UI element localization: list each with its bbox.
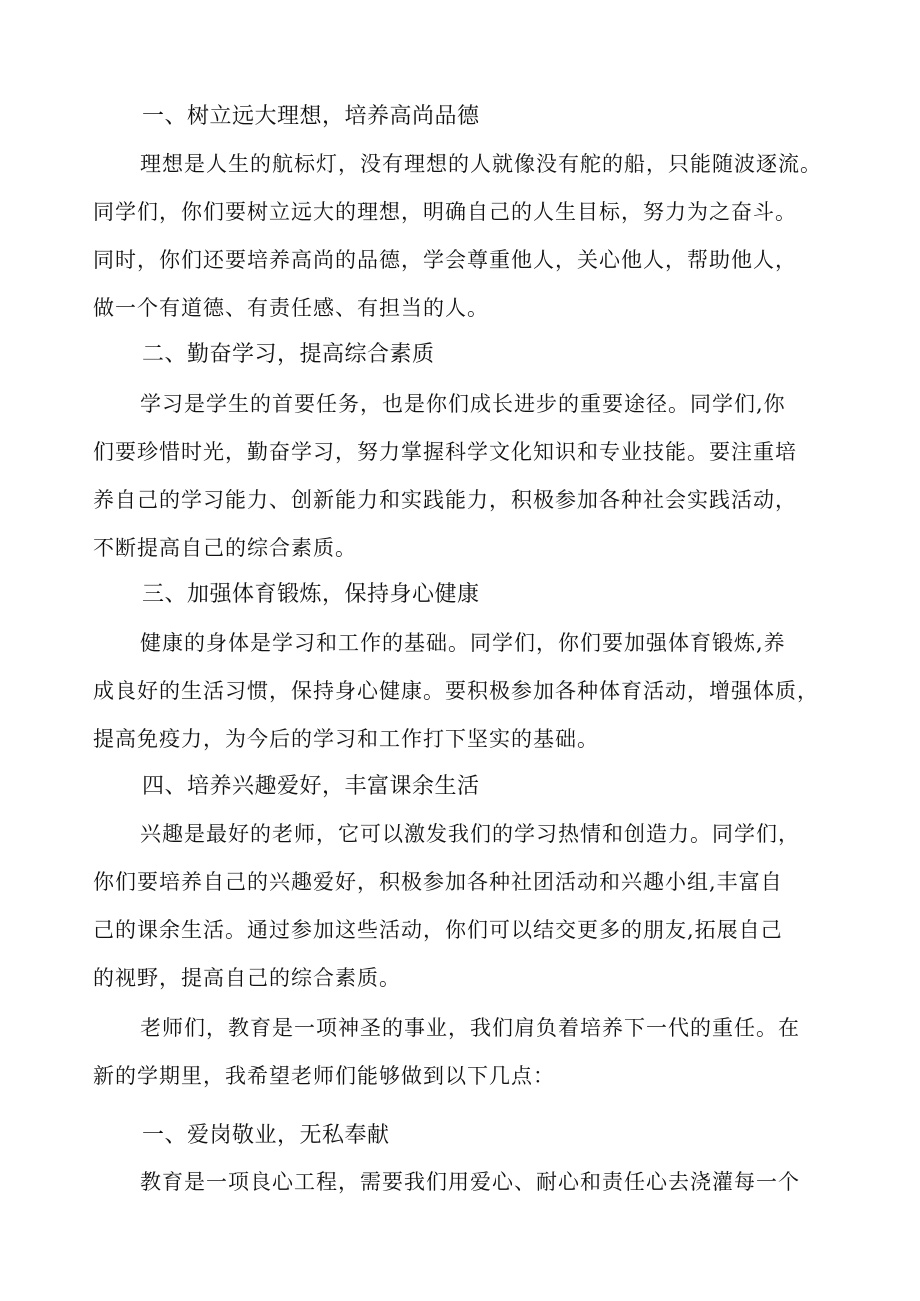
paragraph-line: 己的课余生活。通过参加这些活动，你们可以结交更多的朋友,拓展自己 — [93, 918, 783, 942]
paragraph-line: 成良好的生活习惯，保持身心健康。要积极参加各种体育活动，增强体质， — [93, 679, 819, 703]
paragraph-line: 们要珍惜时光，勤奋学习，努力掌握科学文化知识和专业技能。要注重培 — [93, 440, 797, 464]
section-heading: 三、加强体育锻炼，保持身心健康 — [142, 582, 480, 607]
paragraph-line: 养自己的学习能力、创新能力和实践能力，积极参加各种社会实践活动， — [93, 488, 797, 512]
section-heading: 一、爱岗敬业，无私奉献 — [142, 1123, 390, 1148]
paragraph-line: 兴趣是最好的老师，它可以激发我们的学习热情和创造力。同学们， — [140, 822, 800, 846]
paragraph-line: 新的学期里，我希望老师们能够做到以下几点： — [93, 1064, 555, 1088]
paragraph-line: 做一个有道德、有责任感、有担当的人。 — [93, 296, 489, 320]
section-heading: 一、树立远大理想，培养高尚品德 — [142, 104, 480, 129]
paragraph-line: 提高免疫力，为今后的学习和工作打下坚实的基础。 — [93, 727, 599, 751]
paragraph-line: 的视野，提高自己的综合素质。 — [93, 966, 401, 990]
paragraph-line: 同学们，你们要树立远大的理想，明确自己的人生目标，努力为之奋斗。 — [93, 200, 797, 224]
paragraph-line: 健康的身体是学习和工作的基础。同学们，你们要加强体育锻炼,养 — [140, 631, 786, 655]
paragraph-line: 你们要培养自己的兴趣爱好，积极参加各种社团活动和兴趣小组,丰富自 — [93, 870, 783, 894]
paragraph-line: 教育是一项良心工程，需要我们用爱心、耐心和责任心去浇灌每一个 — [140, 1170, 800, 1194]
paragraph-line: 不断提高自己的综合素质。 — [93, 536, 357, 560]
paragraph-line: 理想是人生的航标灯，没有理想的人就像没有舵的船，只能随波逐流。 — [140, 152, 822, 176]
paragraph-line: 老师们，教育是一项神圣的事业，我们肩负着培养下一代的重任。在 — [140, 1016, 800, 1040]
paragraph-line: 同时，你们还要培养高尚的品德，学会尊重他人，关心他人，帮助他人， — [93, 248, 797, 272]
section-heading: 二、勤奋学习，提高综合素质 — [142, 342, 435, 367]
section-heading: 四、培养兴趣爱好，丰富课余生活 — [142, 774, 480, 799]
paragraph-line: 学习是学生的首要任务，也是你们成长进步的重要途径。同学们,你 — [140, 392, 786, 416]
